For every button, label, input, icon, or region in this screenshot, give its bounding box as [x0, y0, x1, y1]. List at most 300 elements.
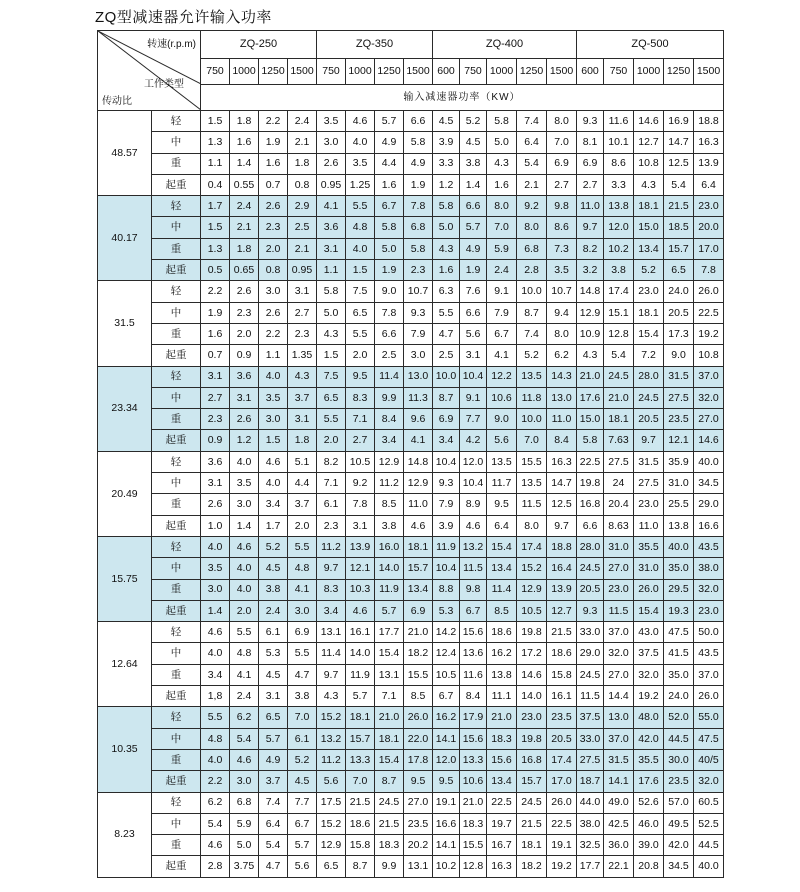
power-value-cell: 2.7: [547, 174, 577, 195]
power-value-cell: 1.7: [201, 196, 230, 217]
table-row: [98, 451, 724, 472]
power-value-cell: 10.4: [433, 558, 460, 579]
power-value-cell: 29.0: [694, 494, 724, 515]
power-value-cell: 9.9: [375, 387, 404, 408]
power-value-cell: 6.2: [230, 707, 259, 728]
power-value-cell: 9.7: [634, 430, 664, 451]
table-row: [98, 281, 724, 302]
power-value-cell: 7.0: [547, 132, 577, 153]
table-row: [98, 345, 724, 366]
power-value-cell: 55.0: [694, 707, 724, 728]
speed-header-cell: 1000: [346, 59, 375, 85]
power-value-cell: 11.2: [375, 473, 404, 494]
table-row: [98, 579, 724, 600]
power-value-cell: 3.9: [433, 132, 460, 153]
work-type-cell: 轻: [152, 111, 201, 132]
power-value-cell: 8.0: [517, 515, 547, 536]
power-value-cell: 1.3: [201, 238, 230, 259]
power-value-cell: 10.0: [433, 366, 460, 387]
power-value-cell: 6.5: [259, 707, 288, 728]
power-value-cell: 20.5: [664, 302, 694, 323]
power-value-cell: 18.5: [664, 217, 694, 238]
power-value-cell: 50.0: [694, 622, 724, 643]
power-value-cell: 2.1: [288, 132, 317, 153]
power-value-cell: 12.1: [664, 430, 694, 451]
power-value-cell: 9.5: [346, 366, 375, 387]
power-value-cell: 18.1: [634, 302, 664, 323]
power-value-cell: 2.4: [259, 600, 288, 621]
power-value-cell: 10.9: [577, 323, 604, 344]
power-value-cell: 12.0: [460, 451, 487, 472]
header-corner-cell: [98, 31, 201, 111]
power-value-cell: 20.5: [547, 728, 577, 749]
ratio-cell: 10.35: [98, 707, 152, 792]
power-value-cell: 12.9: [404, 473, 433, 494]
work-type-cell: 起重: [152, 515, 201, 536]
table-row: [98, 728, 724, 749]
power-value-cell: 3.4: [433, 430, 460, 451]
power-value-cell: 13.0: [604, 707, 634, 728]
work-type-cell: 轻: [152, 792, 201, 813]
power-value-cell: 15.7: [404, 558, 433, 579]
power-value-cell: 8.7: [433, 387, 460, 408]
power-value-cell: 13.3: [460, 749, 487, 770]
ratio-cell: 23.34: [98, 366, 152, 451]
power-value-cell: 17.4: [517, 536, 547, 557]
power-value-cell: 5.0: [433, 217, 460, 238]
speed-axis-label: 转速(r.p.m): [147, 39, 196, 50]
power-value-cell: 4.8: [201, 728, 230, 749]
power-value-cell: 0.95: [317, 174, 346, 195]
power-value-cell: 37.5: [577, 707, 604, 728]
power-value-cell: 5.8: [433, 196, 460, 217]
work-type-cell: 轻: [152, 196, 201, 217]
work-type-cell: 重: [152, 409, 201, 430]
power-value-cell: 2.4: [288, 111, 317, 132]
power-value-cell: 35.9: [664, 451, 694, 472]
power-value-cell: 19.2: [694, 323, 724, 344]
power-value-cell: 7.3: [547, 238, 577, 259]
power-value-cell: 42.0: [664, 835, 694, 856]
power-value-cell: 5.4: [259, 835, 288, 856]
power-value-cell: 8.4: [547, 430, 577, 451]
power-value-cell: 5.6: [460, 323, 487, 344]
table-row: [98, 856, 724, 877]
power-value-cell: 9.5: [487, 494, 517, 515]
power-value-cell: 5.7: [346, 686, 375, 707]
power-value-cell: 15.4: [487, 536, 517, 557]
power-value-cell: 14.6: [694, 430, 724, 451]
power-value-cell: 3.1: [230, 387, 259, 408]
power-value-cell: 18.2: [404, 643, 433, 664]
model-header-zq350: ZQ-350: [317, 31, 433, 59]
power-value-cell: 7.4: [517, 111, 547, 132]
power-value-cell: 9.7: [577, 217, 604, 238]
power-value-cell: 6.8: [517, 238, 547, 259]
power-value-cell: 12.9: [375, 451, 404, 472]
ratio-cell: 15.75: [98, 536, 152, 621]
power-value-cell: 1.3: [201, 132, 230, 153]
power-value-cell: 5.3: [259, 643, 288, 664]
power-value-cell: 15.1: [604, 302, 634, 323]
power-value-cell: 6.9: [288, 622, 317, 643]
power-value-cell: 2.1: [517, 174, 547, 195]
power-value-cell: 35.5: [634, 536, 664, 557]
power-value-cell: 19.2: [547, 856, 577, 877]
power-value-cell: 27.5: [664, 387, 694, 408]
power-value-cell: 7.6: [460, 281, 487, 302]
power-value-cell: 12.9: [577, 302, 604, 323]
power-value-cell: 3.4: [259, 494, 288, 515]
power-value-cell: 4.9: [460, 238, 487, 259]
power-value-cell: 1.9: [259, 132, 288, 153]
ratio-axis-label: 传动比: [102, 96, 132, 107]
power-value-cell: 14.1: [604, 771, 634, 792]
power-value-cell: 14.0: [346, 643, 375, 664]
power-value-cell: 6.7: [288, 813, 317, 834]
power-value-cell: 6.6: [460, 196, 487, 217]
table-row: [98, 622, 724, 643]
power-value-cell: 8.6: [547, 217, 577, 238]
speed-header-cell: 1500: [694, 59, 724, 85]
power-value-cell: 9.5: [433, 771, 460, 792]
power-value-cell: 15.7: [664, 238, 694, 259]
work-type-cell: 中: [152, 132, 201, 153]
power-value-cell: 13.5: [517, 473, 547, 494]
speed-header-cell: 1250: [517, 59, 547, 85]
table-row: [98, 409, 724, 430]
power-value-cell: 31.5: [604, 749, 634, 770]
power-value-cell: 18.1: [404, 536, 433, 557]
power-value-cell: 26.0: [694, 281, 724, 302]
power-value-cell: 17.6: [577, 387, 604, 408]
power-value-cell: 8.8: [433, 579, 460, 600]
power-value-cell: 43.5: [694, 643, 724, 664]
ratio-cell: 20.49: [98, 451, 152, 536]
work-type-cell: 起重: [152, 686, 201, 707]
power-value-cell: 7.5: [346, 281, 375, 302]
power-value-cell: 6.8: [230, 792, 259, 813]
table-row: [98, 174, 724, 195]
power-value-cell: 2.2: [259, 111, 288, 132]
power-value-cell: 6.9: [577, 153, 604, 174]
power-value-cell: 4.0: [259, 473, 288, 494]
power-value-cell: 4.9: [375, 132, 404, 153]
power-value-cell: 4.8: [346, 217, 375, 238]
power-value-cell: 31.0: [604, 536, 634, 557]
power-value-cell: 15.4: [634, 323, 664, 344]
power-value-cell: 23.0: [517, 707, 547, 728]
power-value-cell: 15.2: [317, 707, 346, 728]
power-value-cell: 24.5: [577, 558, 604, 579]
power-value-cell: 13.5: [517, 366, 547, 387]
power-value-cell: 10.2: [433, 856, 460, 877]
power-value-cell: 5.7: [288, 835, 317, 856]
table-row: [98, 238, 724, 259]
power-value-cell: 2.7: [577, 174, 604, 195]
power-value-cell: 2.0: [346, 345, 375, 366]
power-value-cell: 5.8: [375, 217, 404, 238]
power-value-cell: 20.0: [694, 217, 724, 238]
power-value-cell: 5.5: [317, 409, 346, 430]
power-value-cell: 6.5: [317, 387, 346, 408]
power-value-cell: 14.1: [433, 835, 460, 856]
power-value-cell: 8.1: [577, 132, 604, 153]
power-value-cell: 7.9: [487, 302, 517, 323]
power-value-cell: 18.8: [694, 111, 724, 132]
power-value-cell: 47.5: [664, 622, 694, 643]
power-value-cell: 10.5: [346, 451, 375, 472]
power-value-cell: 22.5: [694, 302, 724, 323]
power-value-cell: 15.8: [547, 664, 577, 685]
table-row: [98, 302, 724, 323]
power-value-cell: 17.7: [577, 856, 604, 877]
power-value-cell: 13.0: [404, 366, 433, 387]
power-value-cell: 4.5: [259, 664, 288, 685]
power-value-cell: 31.0: [634, 558, 664, 579]
power-value-cell: 60.5: [694, 792, 724, 813]
power-value-cell: 32.0: [694, 387, 724, 408]
power-value-cell: 15.4: [375, 749, 404, 770]
power-value-cell: 11.2: [317, 749, 346, 770]
power-value-cell: 13.6: [460, 643, 487, 664]
power-value-cell: 8.2: [317, 451, 346, 472]
power-value-cell: 28.0: [634, 366, 664, 387]
power-value-cell: 4.6: [346, 111, 375, 132]
power-value-cell: 9.3: [577, 600, 604, 621]
power-value-cell: 3.5: [259, 387, 288, 408]
work-type-cell: 中: [152, 302, 201, 323]
table-body: [98, 111, 724, 878]
table-row: [98, 494, 724, 515]
power-value-cell: 2.0: [259, 238, 288, 259]
power-value-cell: 8.7: [346, 856, 375, 877]
power-value-cell: 4.7: [288, 664, 317, 685]
power-value-cell: 3.0: [201, 579, 230, 600]
power-value-cell: 2.3: [230, 302, 259, 323]
power-value-cell: 1.4: [201, 600, 230, 621]
power-value-cell: 3.3: [433, 153, 460, 174]
power-value-cell: 4.3: [317, 686, 346, 707]
work-type-cell: 重: [152, 749, 201, 770]
power-value-cell: 15.0: [634, 217, 664, 238]
power-value-cell: 3.8: [288, 686, 317, 707]
power-value-cell: 4.6: [404, 515, 433, 536]
power-value-cell: 4.6: [346, 600, 375, 621]
power-value-cell: 9.2: [346, 473, 375, 494]
power-value-cell: 9.7: [317, 558, 346, 579]
power-value-cell: 10.4: [433, 451, 460, 472]
table-row: [98, 686, 724, 707]
power-value-cell: 21.5: [517, 813, 547, 834]
power-value-cell: 17.5: [317, 792, 346, 813]
power-value-cell: 20.2: [404, 835, 433, 856]
power-value-cell: 4.4: [375, 153, 404, 174]
power-value-cell: 2.3: [317, 515, 346, 536]
power-value-cell: 6.1: [259, 622, 288, 643]
power-value-cell: 5.0: [487, 132, 517, 153]
power-value-cell: 17.2: [517, 643, 547, 664]
power-value-cell: 48.0: [634, 707, 664, 728]
power-value-cell: 9.5: [404, 771, 433, 792]
power-value-cell: 27.0: [694, 409, 724, 430]
power-value-cell: 23.5: [547, 707, 577, 728]
power-value-cell: 3.0: [288, 600, 317, 621]
power-value-cell: 7.1: [317, 473, 346, 494]
power-value-cell: 0.55: [230, 174, 259, 195]
power-value-cell: 24.5: [517, 792, 547, 813]
power-value-cell: 8.5: [404, 686, 433, 707]
power-value-cell: 22.5: [487, 792, 517, 813]
power-value-cell: 7.8: [694, 260, 724, 281]
power-value-cell: 20.8: [634, 856, 664, 877]
power-value-cell: 14.0: [517, 686, 547, 707]
power-value-cell: 14.4: [604, 686, 634, 707]
power-value-cell: 4.3: [288, 366, 317, 387]
power-value-cell: 2.6: [201, 494, 230, 515]
power-value-cell: 9.0: [375, 281, 404, 302]
speed-header-cell: 1000: [230, 59, 259, 85]
power-value-cell: 0.5: [201, 260, 230, 281]
power-value-cell: 9.7: [547, 515, 577, 536]
power-value-cell: 16.2: [433, 707, 460, 728]
power-value-cell: 5.7: [375, 600, 404, 621]
power-value-cell: 4.9: [259, 749, 288, 770]
power-value-cell: 4.4: [288, 473, 317, 494]
table-row: [98, 132, 724, 153]
power-value-cell: 9.1: [487, 281, 517, 302]
power-value-cell: 15.6: [460, 728, 487, 749]
power-value-cell: 5.0: [375, 238, 404, 259]
power-value-cell: 1.9: [460, 260, 487, 281]
power-value-cell: 1.25: [346, 174, 375, 195]
power-value-cell: 15.6: [460, 622, 487, 643]
power-value-cell: 13.1: [375, 664, 404, 685]
power-value-cell: 10.0: [517, 281, 547, 302]
power-value-cell: 4.9: [404, 153, 433, 174]
power-value-cell: 16.1: [346, 622, 375, 643]
power-value-cell: 3.0: [230, 771, 259, 792]
power-value-cell: 4.6: [230, 749, 259, 770]
power-value-cell: 2.0: [288, 515, 317, 536]
power-value-cell: 5.7: [375, 111, 404, 132]
power-value-cell: 10.0: [517, 409, 547, 430]
power-value-cell: 10.7: [404, 281, 433, 302]
work-type-cell: 中: [152, 217, 201, 238]
power-value-cell: 1.5: [317, 345, 346, 366]
power-value-cell: 15.6: [487, 749, 517, 770]
power-value-cell: 13.8: [664, 515, 694, 536]
power-value-cell: 5.2: [634, 260, 664, 281]
power-value-cell: 18.3: [375, 835, 404, 856]
power-value-cell: 24.5: [375, 792, 404, 813]
power-value-cell: 2.7: [288, 302, 317, 323]
power-value-cell: 22.1: [604, 856, 634, 877]
power-table: [97, 30, 724, 878]
power-value-cell: 16.3: [547, 451, 577, 472]
power-value-cell: 3.8: [460, 153, 487, 174]
power-value-cell: 24.0: [664, 686, 694, 707]
power-value-cell: 2.3: [201, 409, 230, 430]
power-value-cell: 7.7: [288, 792, 317, 813]
power-value-cell: 12.2: [487, 366, 517, 387]
power-value-cell: 19.2: [634, 686, 664, 707]
power-value-cell: 5.2: [288, 749, 317, 770]
power-value-cell: 16.9: [664, 111, 694, 132]
power-value-cell: 16.3: [694, 132, 724, 153]
power-value-cell: 0.4: [201, 174, 230, 195]
power-value-cell: 1.5: [346, 260, 375, 281]
power-value-cell: 2.6: [259, 302, 288, 323]
power-value-cell: 2.3: [259, 217, 288, 238]
power-value-cell: 14.8: [577, 281, 604, 302]
power-value-cell: 7.9: [404, 323, 433, 344]
power-value-cell: 5.4: [664, 174, 694, 195]
power-value-cell: 8.0: [547, 323, 577, 344]
power-value-cell: 10.1: [604, 132, 634, 153]
power-value-cell: 3.1: [346, 515, 375, 536]
power-value-cell: 21.0: [604, 387, 634, 408]
power-value-cell: 4.7: [259, 856, 288, 877]
power-value-cell: 21.0: [577, 366, 604, 387]
power-value-cell: 11.0: [404, 494, 433, 515]
power-value-cell: 17.3: [664, 323, 694, 344]
power-value-cell: 3.0: [317, 132, 346, 153]
power-value-cell: 14.1: [433, 728, 460, 749]
power-value-cell: 3.9: [433, 515, 460, 536]
speed-header-cell: 1250: [259, 59, 288, 85]
power-value-cell: 6.6: [375, 323, 404, 344]
power-value-cell: 24.5: [634, 387, 664, 408]
power-value-cell: 15.5: [517, 451, 547, 472]
power-value-cell: 5.7: [460, 217, 487, 238]
power-value-cell: 43.5: [694, 536, 724, 557]
power-value-cell: 3.3: [604, 174, 634, 195]
power-value-cell: 16.6: [694, 515, 724, 536]
power-value-cell: 3.0: [259, 281, 288, 302]
power-value-cell: 11.4: [487, 579, 517, 600]
power-value-cell: 26.0: [547, 792, 577, 813]
power-value-cell: 1.9: [201, 302, 230, 323]
power-value-cell: 1.6: [375, 174, 404, 195]
power-value-cell: 1.8: [288, 430, 317, 451]
power-value-cell: 4.1: [487, 345, 517, 366]
power-value-cell: 32.0: [634, 664, 664, 685]
ratio-cell: 31.5: [98, 281, 152, 366]
power-value-cell: 0.8: [259, 260, 288, 281]
power-value-cell: 20.4: [604, 494, 634, 515]
power-value-cell: 5.8: [317, 281, 346, 302]
power-value-cell: 9.3: [433, 473, 460, 494]
power-value-cell: 26.0: [404, 707, 433, 728]
power-value-cell: 5.4: [201, 813, 230, 834]
table-row: [98, 387, 724, 408]
power-value-cell: 3.6: [230, 366, 259, 387]
power-value-cell: 1.8: [230, 111, 259, 132]
power-value-cell: 13.3: [346, 749, 375, 770]
power-value-cell: 3.5: [201, 558, 230, 579]
power-value-cell: 2.4: [230, 196, 259, 217]
power-value-cell: 11.6: [460, 664, 487, 685]
power-value-cell: 8.63: [604, 515, 634, 536]
power-value-cell: 31.0: [664, 473, 694, 494]
power-value-cell: 3.0: [259, 409, 288, 430]
power-value-cell: 14.2: [433, 622, 460, 643]
power-value-cell: 37.0: [604, 728, 634, 749]
power-value-cell: 1.6: [230, 132, 259, 153]
power-value-cell: 13.9: [547, 579, 577, 600]
power-value-cell: 11.5: [460, 558, 487, 579]
